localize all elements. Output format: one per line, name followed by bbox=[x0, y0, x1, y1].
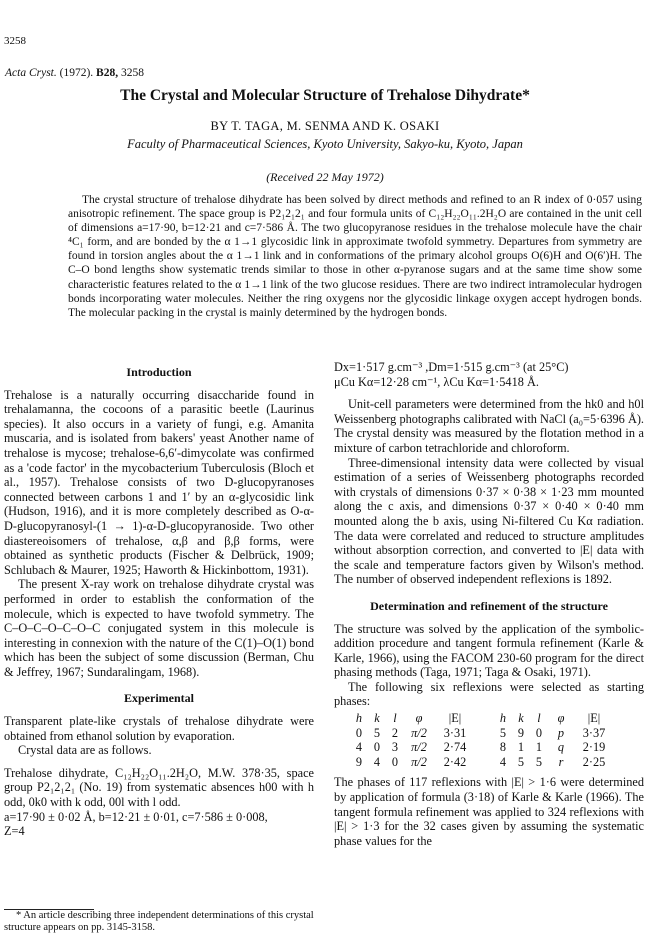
cell: 3·31 bbox=[443, 725, 467, 740]
cell: 0 bbox=[535, 725, 543, 740]
citation-journal: Acta Cryst. bbox=[5, 67, 57, 79]
cell: 9 bbox=[517, 725, 525, 740]
citation-volume: B28, bbox=[96, 67, 119, 79]
abstract: The crystal structure of trehalose dihydrate has been solved by direct methods and refined to an R index of 0·057 using anisotropic refinement. The space group is P2₁2₁2₁ and four formula units of C₁₂H₂₂O₁₁.2H₂O are contained in the unit cell of dimensions a=17·90, b=12·21 and c=7·586 Å. The two glucopyranose residues in the trehalose molecule have the chair ⁴C₁ form, and are bonded by the α 1→1 glycosidic link in approximate twofold symmetry. Departures from symmetry are found in torsion angles about the α 1→1 link and in conformations of the primary alcohol groups O(6)H and O(6′)H. The C–O bond lengths show systematic trends similar to those in other α-pyranose sugars and at the same time show some characteristic features related to the α 1→1 link of the two glucose residues. There are two indirect intramolecular hydrogen bonds incorporating water molecules. Neither the ring oxygens nor the glycosidic linkage oxygen accept hydrogen bonds. The molecular packing in the crystal is mainly determined by the hydrogen bonds. bbox=[68, 194, 642, 319]
cell: q bbox=[557, 740, 565, 755]
header-E: |E| bbox=[587, 711, 601, 726]
intensity-paragraph: Three-dimensional intensity data were collected by visual estimation of a series of Weissenberg photographs recorded with crystals of dimensions 0·37 × 0·38 × 1·23 mm mounted along the c axis, and dimensions 0·37 × 0·40 × 0·40 mm mounted along the b axis, using Ni-filtered Cu Kα radiation. The data were correlated and reduced to structure amplitudes without absorption correction, and converted to |E| data with the scale and temperature factors given by Wilson's method. The number of observed independent reflexions is 1892. bbox=[334, 455, 644, 587]
cell: 5 bbox=[373, 725, 381, 740]
cell: 5 bbox=[535, 754, 543, 769]
header-k: k bbox=[518, 711, 524, 726]
cell: 2·19 bbox=[582, 740, 606, 755]
phase-table-header bbox=[350, 711, 614, 726]
experimental-paragraph-2: Crystal data are as follows. bbox=[18, 743, 152, 758]
starting-phases-table bbox=[350, 711, 614, 769]
cell: 0 bbox=[373, 740, 381, 755]
header-E: |E| bbox=[448, 711, 462, 726]
cell: 4 bbox=[499, 754, 507, 769]
citation-year: (1972). bbox=[59, 67, 94, 79]
page-number: 3258 bbox=[4, 35, 26, 47]
cell: r bbox=[558, 754, 564, 769]
cell-dimensions: a=17·90 ± 0·02 Å, b=12·21 ± 0·01, c=7·586 ± 0·008, bbox=[4, 809, 268, 824]
header-h: h bbox=[355, 711, 363, 726]
crystal-data: Trehalose dihydrate, C₁₂H₂₂O₁₁.2H₂O, M.W. 378·35, space group P2₁2₁2₁ (No. 19) from systematic absences h00 with h odd, 0k0 with k odd, 00l with l odd. bbox=[4, 765, 314, 810]
header-l: l bbox=[537, 711, 541, 726]
experimental-paragraph-1: Transparent plate-like crystals of trehalose dihydrate were obtained from ethanol solution by evaporation. bbox=[4, 714, 314, 743]
density-line: Dx=1·517 g.cm⁻³ ,Dm=1·515 g.cm⁻³ (at 25°C) bbox=[334, 360, 569, 374]
citation bbox=[5, 67, 144, 79]
cell: p bbox=[557, 725, 565, 740]
cell: 3 bbox=[391, 740, 399, 755]
cell: 0 bbox=[391, 754, 399, 769]
header-l: l bbox=[393, 711, 397, 726]
experimental-heading: Experimental bbox=[124, 691, 194, 706]
absorption-line: μCu Kα=12·28 cm⁻¹, λCu Kα=1·5418 Å. bbox=[334, 374, 539, 389]
cell: 0 bbox=[355, 725, 363, 740]
cell: 1 bbox=[535, 740, 543, 755]
structure-solved-paragraph: The structure was solved by the application of the symbolic-addition procedure and tangent formula refinement (Karle & Karle, 1966), using the FACOM 230-60 program for the direct phasing methods (Taga, 1971; Taga & Osaki, 1971). bbox=[334, 621, 644, 680]
header-h: h bbox=[499, 711, 507, 726]
introduction-paragraph-2: The present X-ray work on trehalose dihydrate crystal was performed in order to establish the conformation of the molecule, which is expected to have twofold symmetry. The C–O–C–O–C–O–C conjugated system in this molecule is interesting in connexion with the nature of the C(1)–O(1) bond which has been the subject of some discussion (Berman, Chu & Jeffrey, 1967; Sundaralingam, 1968). bbox=[4, 577, 314, 679]
paper-title: The Crystal and Molecular Structure of Trehalose Dihydrate* bbox=[120, 87, 530, 104]
cell: 3·37 bbox=[582, 725, 606, 740]
header-k: k bbox=[374, 711, 380, 726]
unit-cell-paragraph: Unit-cell parameters were determined from the hk0 and h0l Weissenberg photographs calibrated with NaCl (a₀=5·6396 Å). The crystal density was measured by the flotation method in a mixture of carbon tetrachloride and chloroform. bbox=[334, 397, 644, 455]
introduction-heading: Introduction bbox=[126, 365, 192, 379]
cell: 5 bbox=[499, 725, 507, 740]
authors: BY T. TAGA, M. SENMA AND K. OSAKI bbox=[210, 119, 440, 133]
cell: 9 bbox=[355, 754, 363, 769]
cell: π/2 bbox=[411, 725, 427, 740]
determination-heading: Determination and refinement of the structure bbox=[370, 598, 608, 613]
cell: 2 bbox=[391, 725, 399, 740]
introduction-paragraph-1: Trehalose is a naturally occurring disaccharide found in trehalamanna, the cocoons of a parasitic beetle (Laurinus species). It also occurs in a variety of fungi, e.g. Amanita muscaria, and is isolated from bakers' yeast Another name of trehalose is mycose; trehalose-6,6′-dimycolate was confirmed as a 'code factor' in the mycobacterium Tuberculosis (Bloch et al., 1957). Trehalose consists of two D-glucopyranoses connected between carbons 1 and 1′ by an α-glycosidic link (Hudson, 1916), and it is more completely described as O-α-D-glucopyranosyl-(1 → 1)-α-D-glucopyranoside. Two other diastereoisomers of trehalose, α,β and β,β forms, were obtained as synthetic products (Fischer & Delbrück, 1909; Schlubach & Maurer, 1925; Haworth & Hickinbottom, 1931). bbox=[4, 387, 314, 577]
right-column bbox=[334, 360, 644, 848]
formula-units: Z=4 bbox=[4, 824, 25, 839]
cell: π/2 bbox=[411, 740, 427, 755]
cell: 1 bbox=[517, 740, 525, 755]
cell: 8 bbox=[499, 740, 507, 755]
cell: π/2 bbox=[411, 754, 427, 769]
cell: 2·42 bbox=[443, 754, 467, 769]
left-column bbox=[4, 365, 314, 839]
starting-phases-paragraph: The following six reflexions were selected as starting phases: bbox=[334, 679, 644, 709]
footnote: * An article describing three independent determinations of this crystal structure appears on pp. 3145-3158. bbox=[4, 910, 314, 933]
header-phi: φ bbox=[415, 711, 423, 726]
citation-page: 3258 bbox=[120, 67, 144, 79]
table-row bbox=[350, 755, 614, 770]
cell: 2·74 bbox=[443, 740, 467, 755]
affiliation: Faculty of Pharmaceutical Sciences, Kyoto University, Sakyo-ku, Kyoto, Japan bbox=[127, 137, 523, 151]
phases-paragraph: The phases of 117 reflexions with |E| > 1·6 were determined by application of formula (3·18) of Karle & Karle (1966). The tangent formula refinement was applied to 324 reflexions with |E| > 1·3 for the 32 cases given by assuming the systematic phase values for the bbox=[334, 775, 644, 848]
cell: 4 bbox=[355, 740, 363, 755]
cell: 2·25 bbox=[582, 754, 606, 769]
cell: 4 bbox=[373, 754, 381, 769]
header-phi: φ bbox=[557, 711, 565, 726]
cell: 5 bbox=[517, 754, 525, 769]
table-row bbox=[350, 726, 614, 741]
table-row bbox=[350, 740, 614, 755]
received-date: (Received 22 May 1972) bbox=[266, 170, 384, 184]
